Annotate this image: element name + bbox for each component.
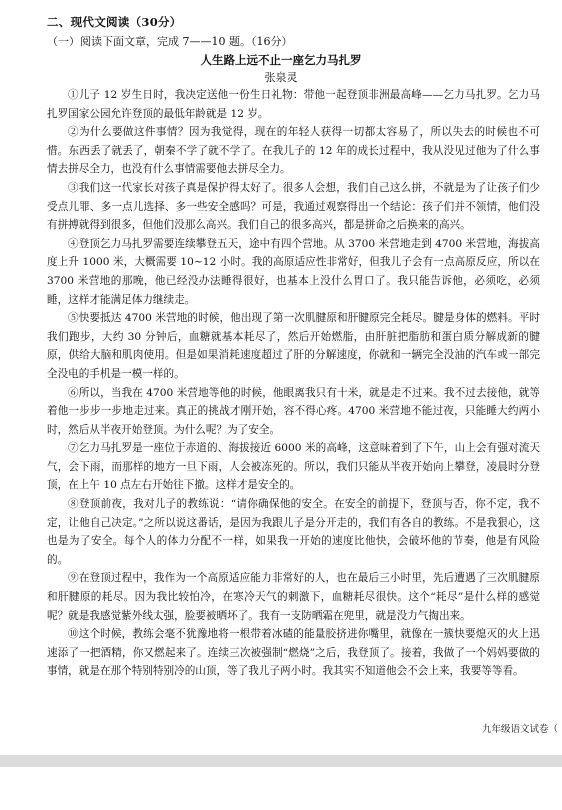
paragraph-9: ⑨在登顶过程中，我作为一个高原适应能力非常好的人，也在最后三小时里，先后遭遇了三次肌腱原和肝腱原的耗尽。因为我比较怕冷，在寒冷天气的刺激下，血糖耗尽很快。这个“耗尽”是什么样的感觉呢？就是我感觉紫外线太强，脸要被晒坏了。我有一支防晒霜在兜里，就是没力气掏出来。: [47, 572, 540, 622]
paragraph-6: ⑥所以，当我在 4700 米营地等他的时候，他眼离我只有十米，就是走不过来。我不过去接他，就等着他一步步一步地走过来。真正的挑战才刚开始，容不得心疼。4700 米营地不能过夜，只能睡大约两小时，然后从半夜开始登顶。为什么呢？为了安全。: [47, 386, 540, 436]
paragraph-4: ④登顶乞力马扎罗需要连续攀登五天，途中有四个营地。从 3700 米营地走到 4700 米营地，海拔高度上升 1000 米，大概需要 10~12 小时。我的高原适应性非常好，但我儿子会有一点高原反应，所以在 3700 米营地的那晚，他已经没办法睡得很好，也基本上没什么胃口了。我只能告诉他，必须吃，必须睡，这样才能满足体力继续走。: [47, 237, 540, 306]
paragraph-1: ①儿子 12 岁生日时，我决定送他一份生日礼物：带他一起登顶非洲最高峰——乞力马扎罗。乞力马扎罗国家公园允许登顶的最低年龄就是 12 岁。: [47, 89, 540, 120]
paragraph-5: ⑤快要抵达 4700 米营地的时候，他出现了第一次肌腱原和肝腱原完全耗尽。腱是身体的燃料。平时我们跑步，大约 30 分钟后，血糖就基本耗尽了，然后开始燃脂，由肝脏把脂肪和蛋白质分解成新的腱原，供给大脑和肌肉使用。但是如果消耗速度超过了肝的分解速度，你就和一辆完全没油的汽车或一部完全没电的手机是一模一样的。: [47, 312, 540, 380]
article-author: 张泉灵: [264, 71, 298, 84]
paragraph-10: ⑩这个时候，教练会毫不犹豫地将一根带着冰碴的能量胶挤进你嘴里，就像在一簇快要熄灭的火上迅速添了一把酒精，你又燃起来了。连续三次被强制“燃烧”之后，我登顶了。接着，我做了一个妈妈要做的事情，就是在那个特别特别冷的山顶，等了我儿子两小时。我其实不知道他会不会上来，我要等等看。: [47, 628, 540, 678]
section-title: 二、现代文阅读（30分）: [47, 15, 182, 29]
viewer-bottom-area: [0, 767, 562, 810]
paragraph-2: ②为什么要做这件事情？因为我觉得，现在的年轻人获得一切都太容易了，所以失去的时候也不可惜。东西丢了就丢了，朝秦不学了就不学了。在我儿子的 12 年的成长过程中，我从没见过他为了什么事情去拼尽全力，也没有什么事情需要他去拼尽全力。: [47, 126, 540, 176]
question-instruction: （一）阅读下面文章，完成 7——10 题。（16分）: [47, 35, 293, 48]
paragraph-8: ⑧登顶前夜，我对儿子的教练说：“请你确保他的安全。在安全的前提下，登顶与否，你不定，我不定，让他自己决定。”之所以说这番话，是因为我跟儿子是分开走的，我们有各自的教练。不是我狠心，这也是为了安全。每个人的体力分配不一样，如果我一开始的速度比他快，会破坏他的节奏，他是有风险的。: [47, 498, 540, 566]
page-footer-note: 九年级语文试卷（: [481, 724, 558, 735]
article-title: 人生路上远不止一座乞力马扎罗: [200, 53, 362, 67]
paragraph-7: ⑦乞力马扎罗是一座位于赤道的、海拔接近 6000 米的高峰，这意味着到了下午，山上会有强对流天气，会下雨，而那样的地方一旦下雨，人会被冻死的。所以，我们只能从半夜开始向上攀登，凌晨时分登顶，在上午 10 点左右开始往下撤。这样才是安全的。: [47, 442, 540, 492]
article-body: [47, 86, 540, 681]
viewer-bottom-bar: [0, 755, 562, 767]
paragraph-3: ③我们这一代家长对孩子真是保护得太好了。很多人会想，我们自己这么拼，不就是为了让孩子们少受点儿罪、多一点儿选择、多一些安全感吗？可是，我通过观察得出一个结论：孩子们并不领情，他们没有拼搏就得到很多，但他们没那么高兴。我们自己的很多高兴，都是拼命之后换来的高兴。: [47, 181, 540, 232]
